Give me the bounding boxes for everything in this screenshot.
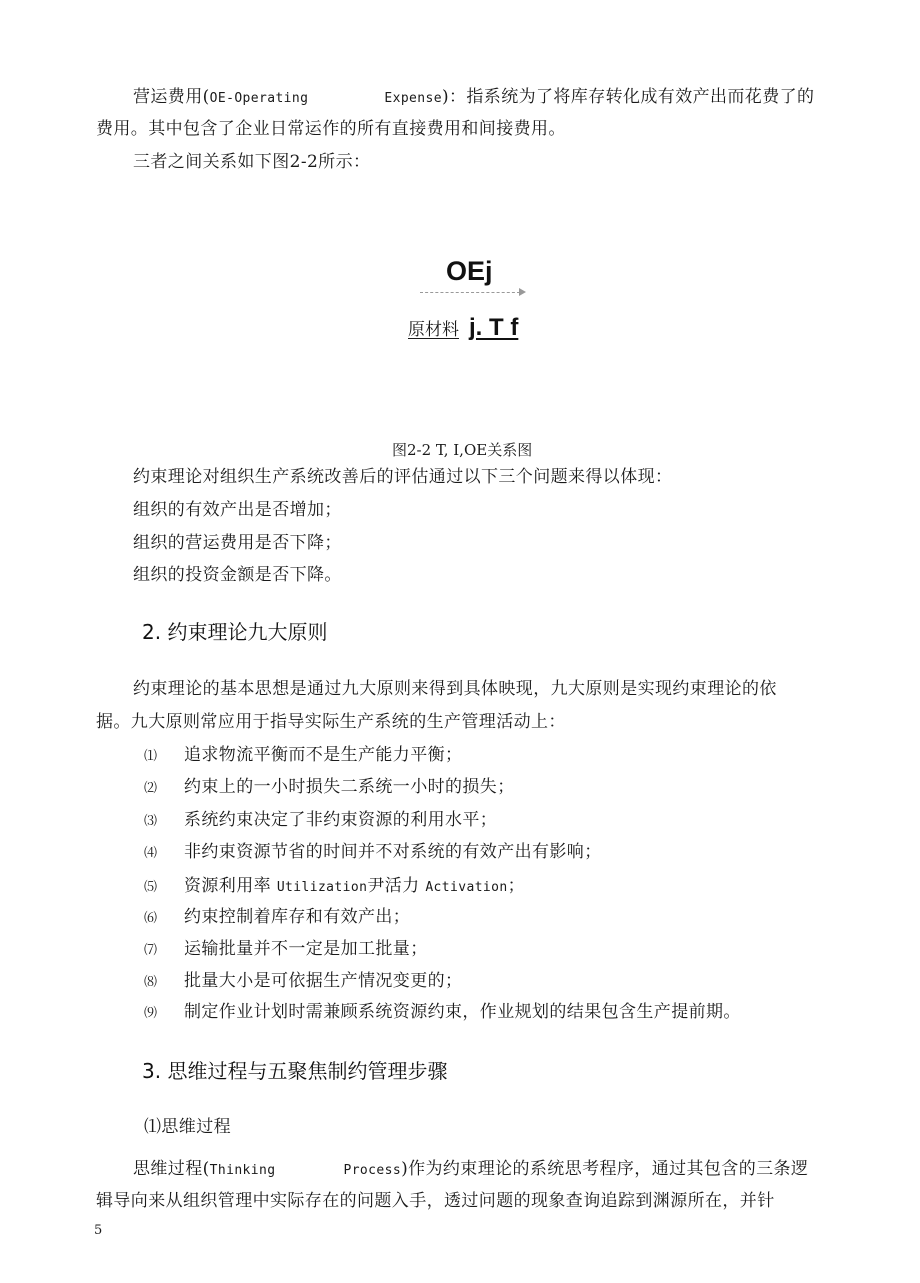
oe-term-en-a: OE-Operating	[209, 91, 309, 106]
relation-intro: 三者之间关系如下图2-2所示：	[133, 152, 371, 172]
oe-term-cn: 营运费用(	[133, 87, 210, 107]
figure-bottom-label	[408, 314, 518, 342]
principle-item: ⑺ 运输批量并不一定是加工批量；	[144, 939, 428, 959]
principle-item: ⑶ 系统约束决定了非约束资源的利用水平；	[144, 810, 498, 830]
page-number: 5	[94, 1223, 103, 1238]
evaluation-item: 组织的营运费用是否下降；	[133, 533, 342, 553]
principle-item: ⑻ 批量大小是可依据生产情况变更的；	[144, 971, 463, 991]
section-2-intro-line-1: 约束理论的基本思想是通过九大原则来得到具体映现，九大原则是实现约束理论的依	[133, 679, 777, 699]
oe-term-en-b: Expense	[384, 91, 442, 106]
principle-item: ⑼ 制定作业计划时需兼顾系统资源约束，作业规划的结果包含生产提前期。	[144, 1002, 741, 1022]
evaluation-item: 组织的投资金额是否下降。	[133, 565, 342, 585]
figure-bottom-label-cn: 原材料	[408, 320, 459, 340]
section-3-heading: 3. 思维过程与五聚焦制约管理步骤	[142, 1059, 448, 1083]
principle-item: ⑴ 追求物流平衡而不是生产能力平衡；	[144, 745, 463, 765]
figure-arrow-line	[420, 292, 520, 293]
figure-top-label: OEj	[446, 256, 493, 286]
section-3-paragraph-line-1: 思维过程(Thinking Process)作为约束理论的系统思考程序，通过其包含的三条逻	[133, 1159, 809, 1179]
oe-definition-text: )：指系统为了将库存转化成有效产出而花费了的	[441, 87, 815, 107]
section-2-intro-line-2: 据。九大原则常应用于指导实际生产系统的生产管理活动上：	[96, 712, 566, 732]
figure-caption: 图2-2 T, I,OE关系图	[392, 441, 533, 459]
principle-item: ⑹ 约束控制着库存和有效产出；	[144, 907, 411, 927]
evaluation-item: 组织的有效产出是否增加；	[133, 500, 342, 520]
figure-bottom-label-en: j. T f	[469, 314, 519, 341]
principle-item: ⑵ 约束上的一小时损失二系统一小时的损失；	[144, 777, 515, 797]
section-2-heading: 2. 约束理论九大原则	[142, 620, 328, 644]
oe-definition-line-1	[133, 86, 814, 110]
evaluation-intro: 约束理论对组织生产系统改善后的评估通过以下三个问题来得以体现：	[133, 467, 673, 487]
oe-definition-line-2: 费用。其中包含了企业日常运作的所有直接费用和间接费用。	[96, 119, 566, 139]
principle-item: ⑷ 非约束资源节省的时间并不对系统的有效产出有影响；	[144, 842, 602, 862]
figure-arrow-head-icon	[519, 288, 526, 296]
section-3-paragraph-line-2: 辑导向来从组织管理中实际存在的问题入手，透过问题的现象查询追踪到渊源所在，并针	[96, 1191, 775, 1211]
section-3-subheading: ⑴思维过程	[144, 1117, 231, 1137]
principle-item: ⑸ 资源利用率 Utilization尹活力 Activation；	[144, 876, 526, 896]
